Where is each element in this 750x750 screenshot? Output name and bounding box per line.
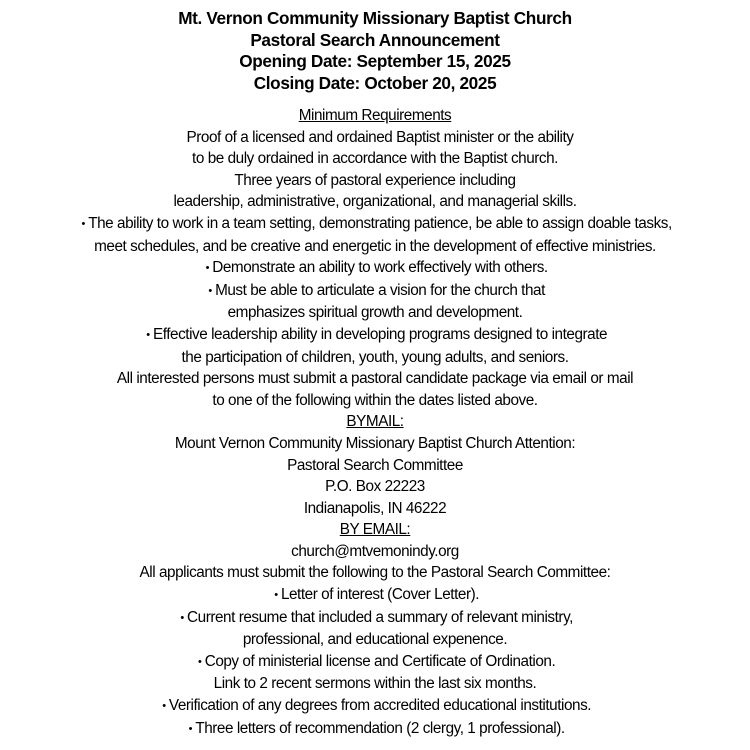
bullet-icon: • [180, 611, 184, 624]
requirement-line: emphasizes spiritual growth and development. [227, 304, 523, 322]
submission-instructions: All interested persons must submit a pastoral candidate package via email or mail [116, 370, 634, 388]
requirement-line: to be duly ordained in accordance with the Baptist church. [192, 150, 558, 168]
requirement-line: • The ability to work in a team setting, demonstrating patience, be able to assign doable tasks, [0, 213, 750, 236]
by-mail-heading: BYMAIL: [346, 413, 404, 431]
requirement-line: meet schedules, and be creative and energetic in the development of effective ministries. [94, 237, 656, 255]
requirement-line: • Demonstrate an ability to work effectively with others. [0, 257, 750, 280]
requirement-line: leadership, administrative, organizational, and managerial skills. [173, 193, 577, 211]
applicant-item: • Copy of ministerial license and Certificate of Ordination. [0, 651, 750, 674]
bullet-icon: • [208, 284, 212, 297]
bullet-icon: • [146, 328, 150, 341]
bullet-icon: • [198, 655, 202, 668]
applicant-items-list [0, 584, 750, 740]
mail-po-box: P.O. Box 22223 [325, 478, 425, 496]
church-name: Mt. Vernon Community Missionary Baptist Church [178, 8, 572, 28]
applicant-item: • Letter of interest (Cover Letter). [0, 584, 750, 607]
bullet-icon: • [162, 700, 166, 713]
requirement-line: • Effective leadership ability in developing programs designed to integrate [0, 324, 750, 347]
closing-date: Closing Date: October 20, 2025 [253, 72, 497, 93]
applicant-item: • Verification of any degrees from accredited educational institutions. [0, 695, 750, 718]
mail-city-state-zip: Indianapolis, IN 46222 [303, 499, 447, 517]
bullet-icon: • [188, 722, 193, 735]
by-email-heading: BY EMAIL: [339, 521, 411, 539]
applicants-intro: All applicants must submit the following to the Pastoral Search Committee: [139, 564, 611, 582]
applicant-item: • Current resume that included a summary of relevant ministry, [0, 607, 750, 630]
announcement-header [0, 8, 750, 94]
requirement-line: Three years of pastoral experience including [234, 171, 516, 189]
announcement-body [0, 105, 750, 740]
requirements-heading: Minimum Requirements [298, 107, 452, 124]
mail-recipient: Mount Vernon Community Missionary Baptist Church Attention: [174, 434, 576, 452]
applicant-item: professional, and educational expenence. [242, 631, 508, 649]
requirement-line: Proof of a licensed and ordained Baptist minister or the ability [186, 128, 574, 146]
announcement-title: Pastoral Search Announcement [250, 29, 500, 50]
mail-committee: Pastoral Search Committee [287, 456, 463, 474]
email-address: church@mtvemonindy.org [291, 542, 459, 560]
opening-date: Opening Date: September 15, 2025 [239, 51, 511, 71]
applicant-item: • Three letters of recommendation (2 clergy, 1 professional). [0, 718, 750, 741]
bullet-icon: • [274, 589, 278, 602]
requirement-line: • Must be able to articulate a vision for the church that [0, 280, 750, 303]
bullet-icon: • [81, 217, 85, 230]
requirement-line: the participation of children, youth, young adults, and seniors. [181, 348, 569, 366]
submission-instructions-cont: to one of the following within the dates listed above. [212, 391, 538, 409]
requirements-list [0, 127, 750, 369]
bullet-icon: • [205, 262, 209, 275]
applicant-item: Link to 2 recent sermons within the last six months. [213, 675, 537, 693]
